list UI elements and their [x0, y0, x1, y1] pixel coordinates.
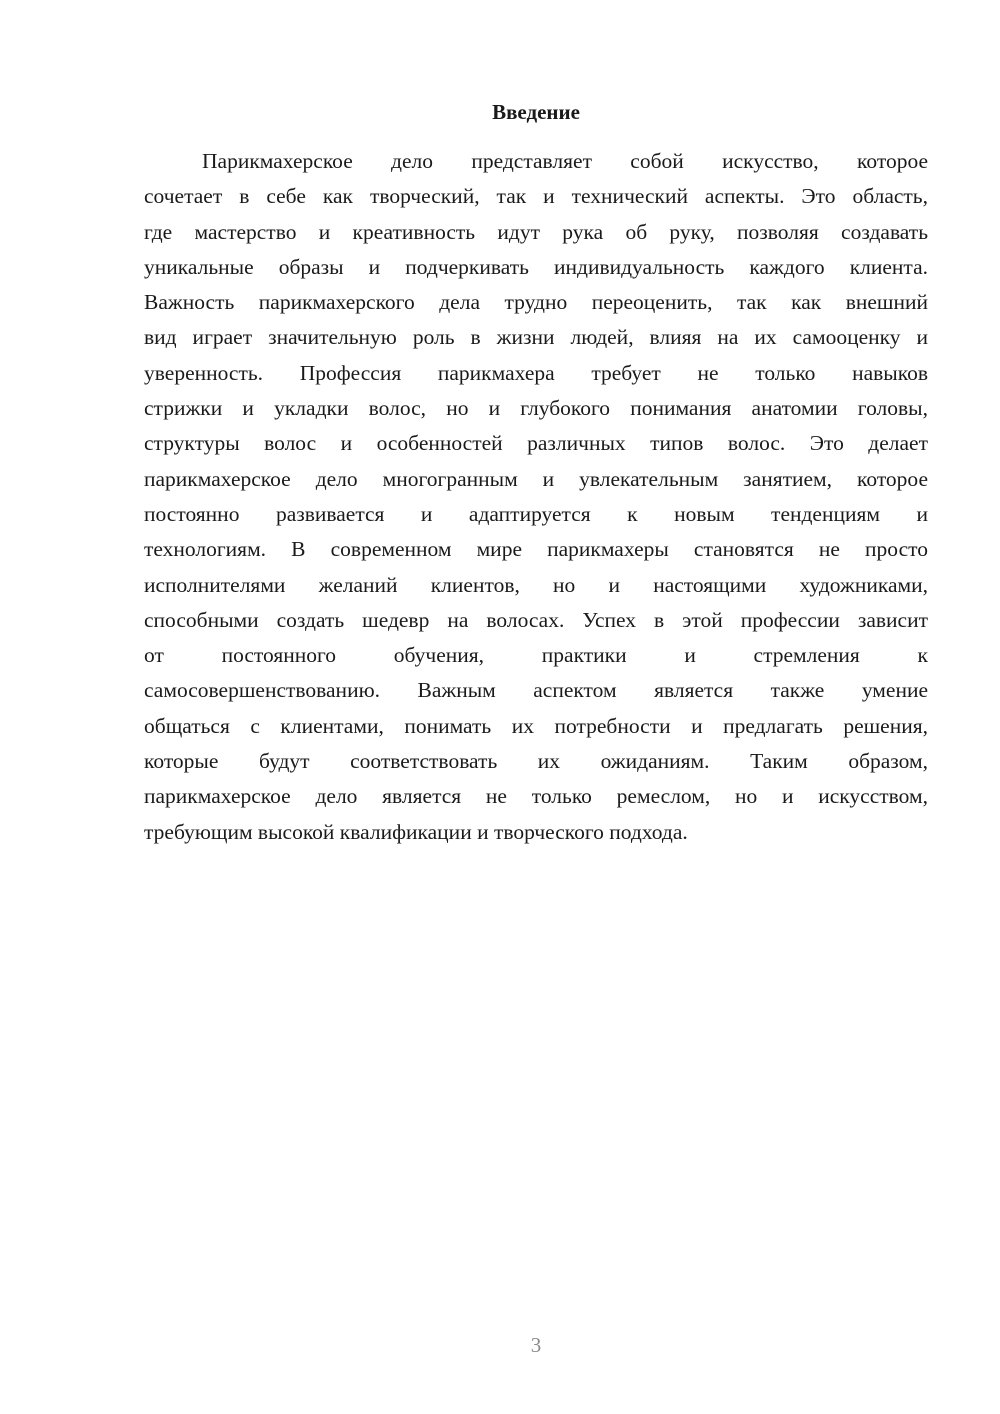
paragraph-line: сочетает в себе как творческий, так и технический аспекты. Это область, — [144, 184, 928, 209]
paragraph-line: постоянно развивается и адаптируется к новым тенденциям и — [144, 501, 928, 526]
paragraph-line: уникальные образы и подчеркивать индивидуальность каждого клиента. — [144, 254, 928, 279]
paragraph-line: парикмахерское дело многогранным и увлекательным занятием, которое — [144, 466, 928, 491]
paragraph-line: самосовершенствованию. Важным аспектом является также умение — [144, 678, 928, 703]
paragraph-line: стрижки и укладки волос, но и глубокого понимания анатомии головы, — [144, 396, 928, 421]
section-heading: Введение — [492, 100, 580, 124]
paragraph-line: которые будут соответствовать их ожиданиям. Таким образом, — [144, 749, 928, 774]
paragraph-line: Парикмахерское дело представляет собой искусство, которое — [202, 149, 928, 173]
paragraph-line: вид играет значительную роль в жизни людей, влияя на их самооценку и — [144, 325, 928, 350]
paragraph-line: где мастерство и креативность идут рука об руку, позволяя создавать — [144, 219, 928, 244]
body-paragraph — [144, 144, 928, 850]
paragraph-line: требующим высокой квалификации и творческого подхода. — [144, 819, 688, 844]
paragraph-line: технологиям. В современном мире парикмахеры становятся не просто — [144, 537, 928, 562]
paragraph-line: парикмахерское дело является не только ремеслом, но и искусством, — [144, 784, 928, 809]
paragraph-line: общаться с клиентами, понимать их потребности и предлагать решения, — [144, 713, 928, 738]
paragraph-line: Важность парикмахерского дела трудно переоценить, так как внешний — [144, 290, 928, 315]
paragraph-line: от постоянного обучения, практики и стремления к — [144, 643, 928, 668]
paragraph-line: исполнителями желаний клиентов, но и настоящими художниками, — [144, 572, 928, 597]
page-number: 3 — [530, 1333, 542, 1357]
paragraph-line: структуры волос и особенностей различных типов волос. Это делает — [144, 431, 928, 456]
paragraph-line: уверенность. Профессия парикмахера требует не только навыков — [144, 360, 928, 385]
paragraph-line: способными создать шедевр на волосах. Успех в этой профессии зависит — [144, 607, 928, 632]
